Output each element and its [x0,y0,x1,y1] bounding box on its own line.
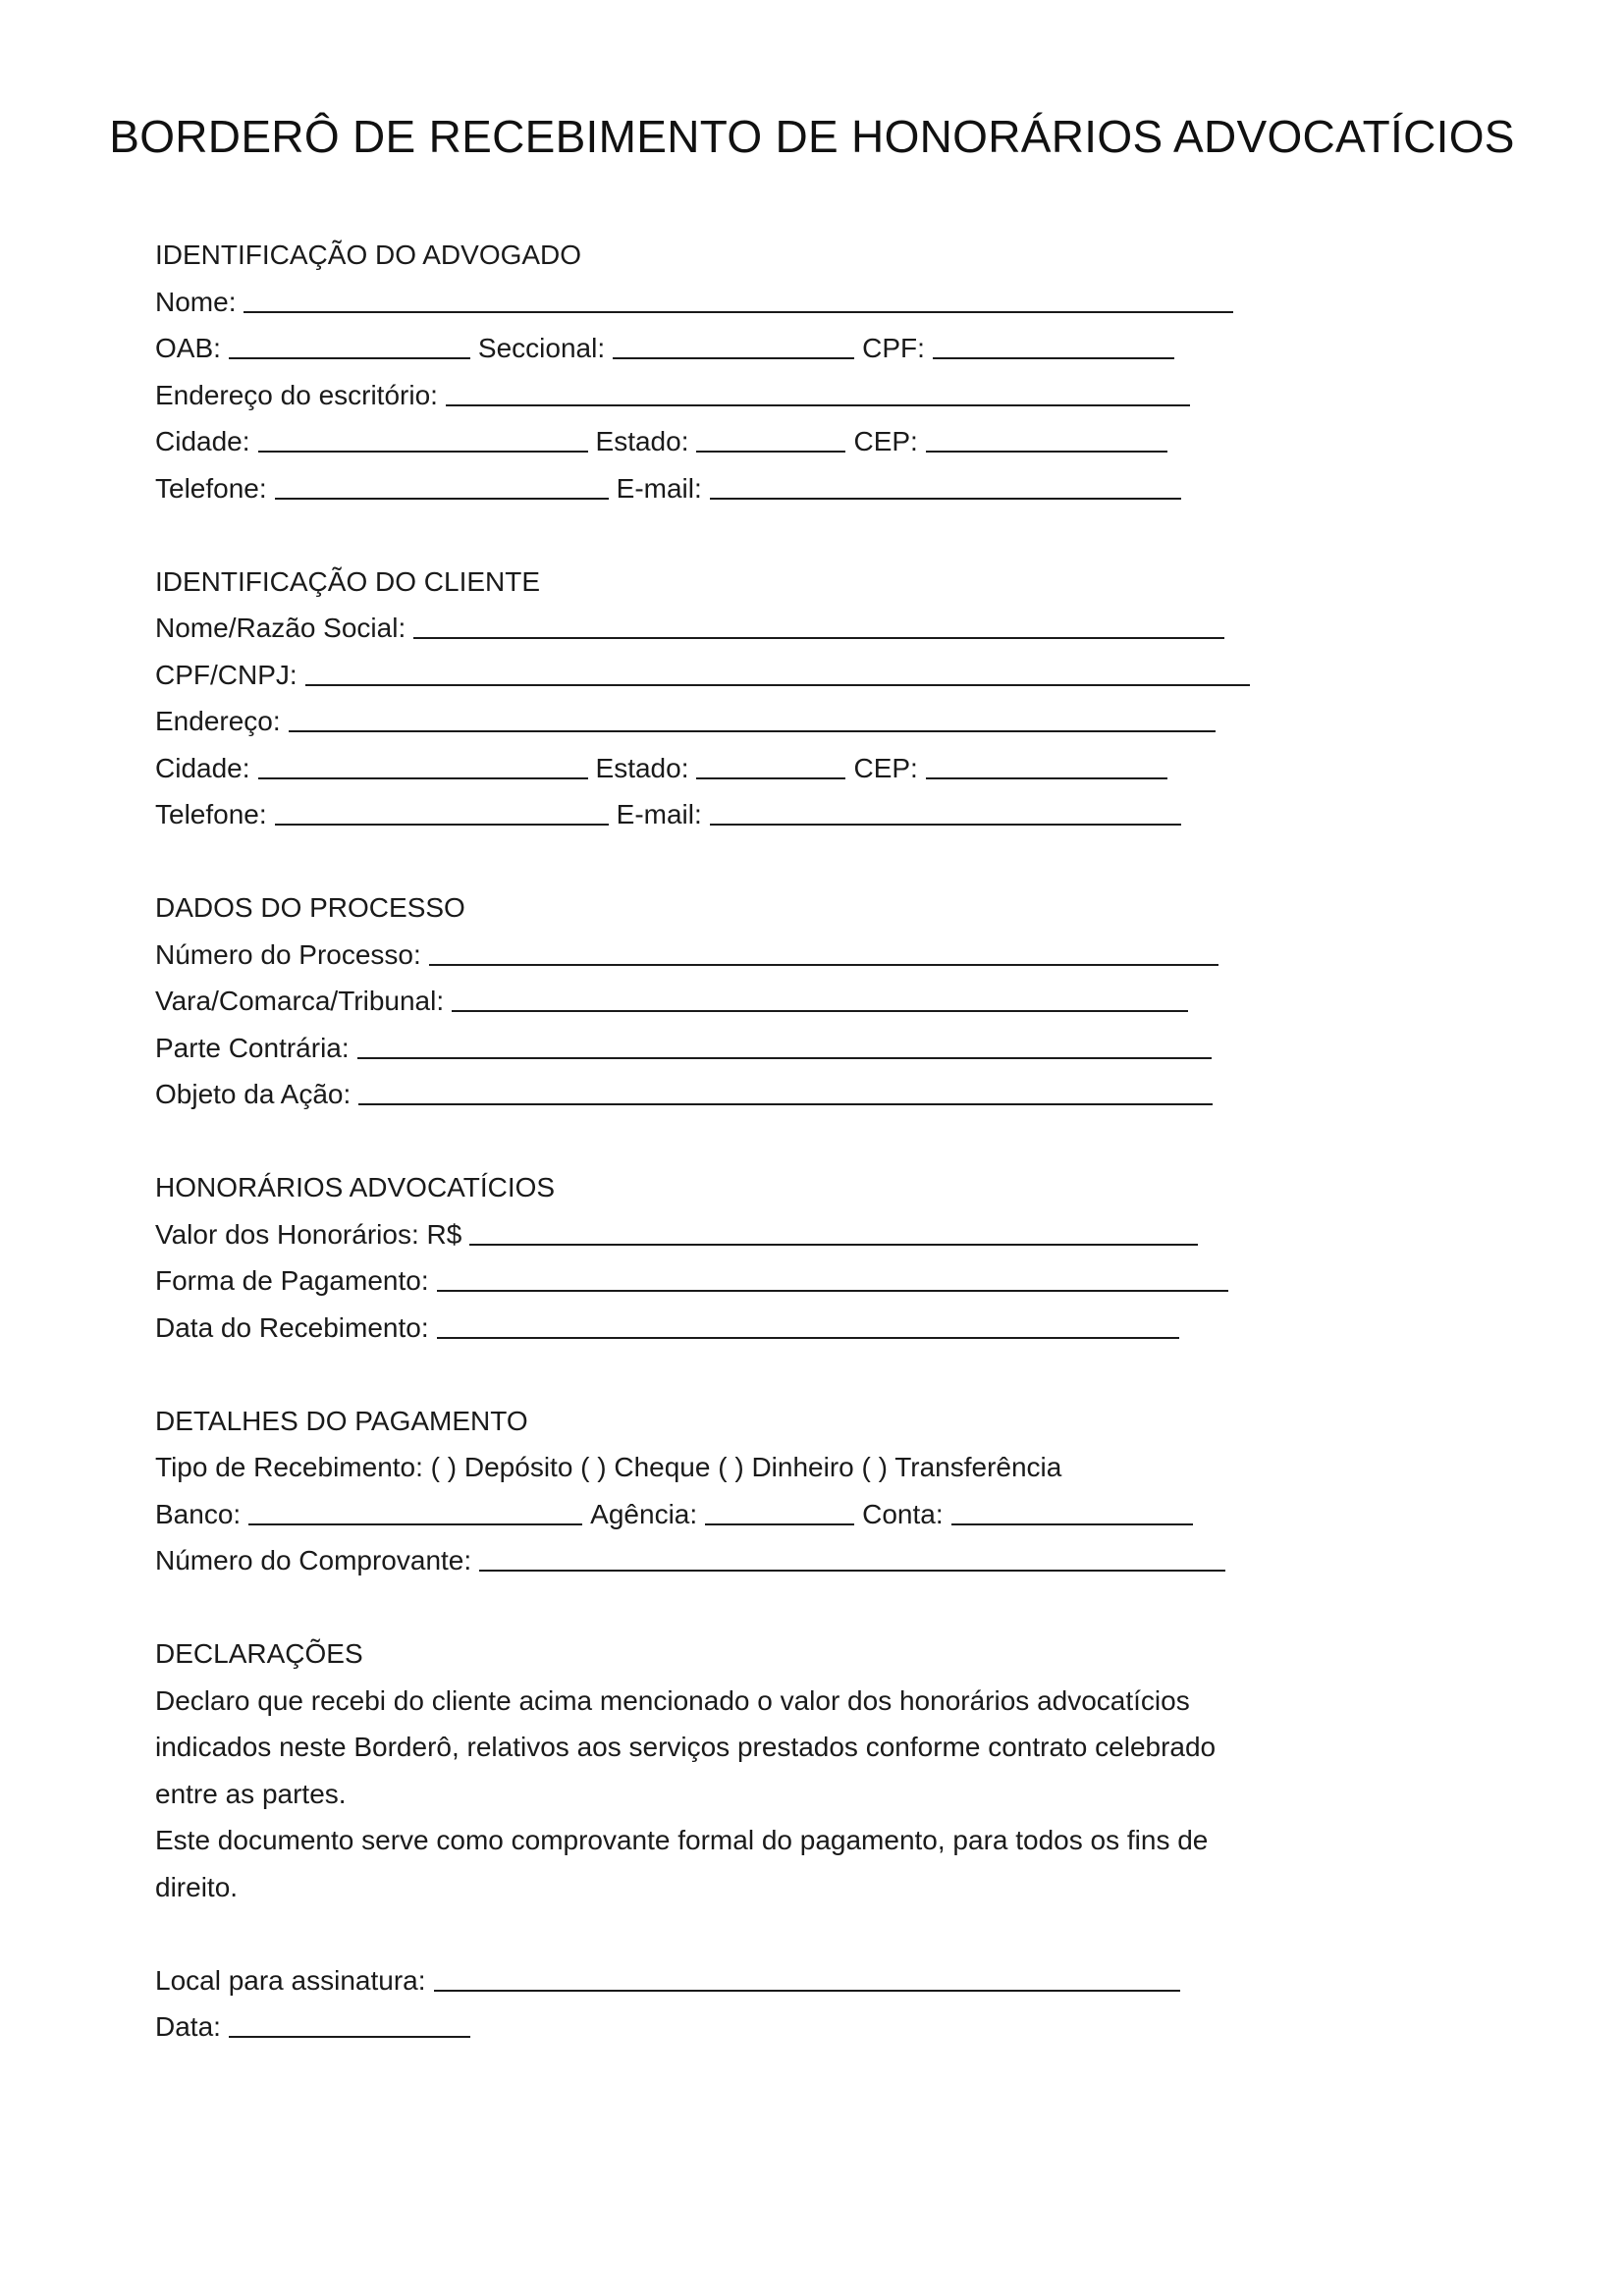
label-cliente-nome: Nome/Razão Social: [155,613,406,643]
field-honorarios-valor[interactable] [469,1244,1198,1246]
label-honorarios-data: Data do Recebimento: [155,1311,429,1343]
label-advogado-cep: CEP: [853,426,918,456]
field-pagamento-agencia[interactable] [705,1523,854,1525]
field-advogado-oab[interactable] [229,357,470,359]
field-advogado-cidade[interactable] [258,451,588,453]
row-cliente-endereco [155,698,1530,745]
label-processo-numero: Número do Processo: [155,938,421,970]
label-processo-parte: Parte Contrária: [155,1032,350,1063]
row-advogado-telefone [155,465,1530,512]
field-advogado-endereco[interactable] [446,404,1190,406]
field-pagamento-banco[interactable] [248,1523,582,1525]
label-pagamento-tipo: Tipo de Recebimento: ( ) Depósito ( ) Cheque ( ) Dinheiro ( ) Transferência [155,1452,1062,1482]
field-advogado-cep[interactable] [926,451,1167,453]
label-pagamento-comprovante: Número do Comprovante: [155,1545,472,1575]
label-cliente-email: E-mail: [616,799,702,829]
label-advogado-seccional: Seccional: [477,333,606,363]
label-advogado-telefone: Telefone: [155,472,267,504]
section-heading-honorarios: HONORÁRIOS ADVOCATÍCIOS [155,1172,556,1202]
row-advogado-cidade [155,418,1530,465]
label-honorarios-forma: Forma de Pagamento: [155,1265,429,1296]
field-advogado-nome[interactable] [244,311,1233,313]
declaracao-line-4: Este documento serve como comprovante formal do pagamento, para todos os fins de [155,1825,1209,1855]
row-processo-objeto [155,1071,1530,1118]
field-cliente-email[interactable] [710,824,1181,826]
label-cliente-cep: CEP: [853,752,918,783]
row-processo-vara [155,978,1530,1025]
label-processo-objeto: Objeto da Ação: [155,1079,352,1109]
field-honorarios-forma[interactable] [437,1290,1228,1292]
row-cliente-nome [155,605,1530,652]
field-processo-parte[interactable] [357,1057,1212,1059]
row-cliente-cpf-cnpj [155,652,1530,699]
field-cliente-cpf-cnpj[interactable] [305,684,1250,686]
label-cliente-cidade: Cidade: [155,752,250,783]
label-pagamento-agencia: Agência: [590,1498,698,1529]
label-processo-vara: Vara/Comarca/Tribunal: [155,986,445,1016]
field-cliente-estado[interactable] [696,777,845,779]
label-advogado-cpf: CPF: [862,333,925,363]
row-pagamento-banco [155,1491,1530,1538]
row-pagamento-comprovante [155,1537,1530,1584]
field-processo-objeto[interactable] [358,1103,1213,1105]
section-heading-declaracoes: DECLARAÇÕES [155,1638,363,1669]
row-pagamento-tipo [155,1444,1530,1491]
field-advogado-email[interactable] [710,498,1181,500]
label-cliente-telefone: Telefone: [155,799,267,829]
field-advogado-cpf[interactable] [933,357,1174,359]
declaracao-line-3: entre as partes. [155,1778,347,1809]
form-body [155,232,1530,2051]
field-cliente-nome[interactable] [413,637,1224,639]
field-advogado-estado[interactable] [696,451,845,453]
row-honorarios-data [155,1305,1530,1352]
field-cliente-telefone[interactable] [275,824,609,826]
label-advogado-email: E-mail: [616,472,702,504]
row-cliente-cidade [155,745,1530,792]
label-cliente-estado: Estado: [595,752,689,783]
row-advogado-nome [155,279,1530,326]
section-heading-processo: DADOS DO PROCESSO [155,892,465,923]
field-cliente-cidade[interactable] [258,777,588,779]
label-assinatura-data: Data: [155,2011,221,2042]
field-advogado-seccional[interactable] [613,357,854,359]
label-pagamento-banco: Banco: [155,1498,242,1529]
field-pagamento-conta[interactable] [951,1523,1193,1525]
row-advogado-oab [155,325,1530,372]
section-heading-pagamento: DETALHES DO PAGAMENTO [155,1405,528,1436]
label-advogado-endereco: Endereço do escritório: [155,379,438,410]
label-advogado-estado: Estado: [595,426,689,456]
label-advogado-cidade: Cidade: [155,426,250,456]
label-honorarios-valor: Valor dos Honorários: R$ [155,1218,462,1250]
row-processo-parte [155,1025,1530,1072]
row-assinatura-data [155,2003,1530,2051]
row-advogado-endereco [155,372,1530,419]
label-cliente-endereco: Endereço: [155,706,281,736]
document-title: BORDERÔ DE RECEBIMENTO DE HONORÁRIOS ADVOCATÍCIOS [109,111,1515,162]
field-assinatura-data[interactable] [229,2036,470,2038]
field-honorarios-data[interactable] [437,1337,1179,1339]
field-assinatura-local[interactable] [434,1990,1180,1992]
row-cliente-telefone [155,791,1530,838]
label-advogado-nome: Nome: [155,286,237,317]
declaracao-line-5: direito. [155,1871,239,1902]
field-cliente-endereco[interactable] [289,730,1216,732]
declaracao-line-1: Declaro que recebi do cliente acima mencionado o valor dos honorários advocatícios [155,1684,1190,1716]
row-honorarios-forma [155,1257,1530,1305]
label-advogado-oab: OAB: [155,333,221,363]
field-processo-numero[interactable] [429,964,1218,966]
row-assinatura-local [155,1957,1530,2004]
label-assinatura-local: Local para assinatura: [155,1964,426,1996]
declaracao-line-2: indicados neste Borderô, relativos aos serviços prestados conforme contrato celebrado [155,1732,1217,1762]
section-heading-advogado: IDENTIFICAÇÃO DO ADVOGADO [155,240,582,270]
row-honorarios-valor [155,1211,1530,1258]
label-cliente-cpf-cnpj: CPF/CNPJ: [155,659,298,690]
field-cliente-cep[interactable] [926,777,1167,779]
section-heading-cliente: IDENTIFICAÇÃO DO CLIENTE [155,565,541,597]
field-pagamento-comprovante[interactable] [479,1570,1225,1572]
label-pagamento-conta: Conta: [862,1498,944,1529]
field-processo-vara[interactable] [452,1010,1188,1012]
field-advogado-telefone[interactable] [275,498,609,500]
row-processo-numero [155,932,1530,979]
